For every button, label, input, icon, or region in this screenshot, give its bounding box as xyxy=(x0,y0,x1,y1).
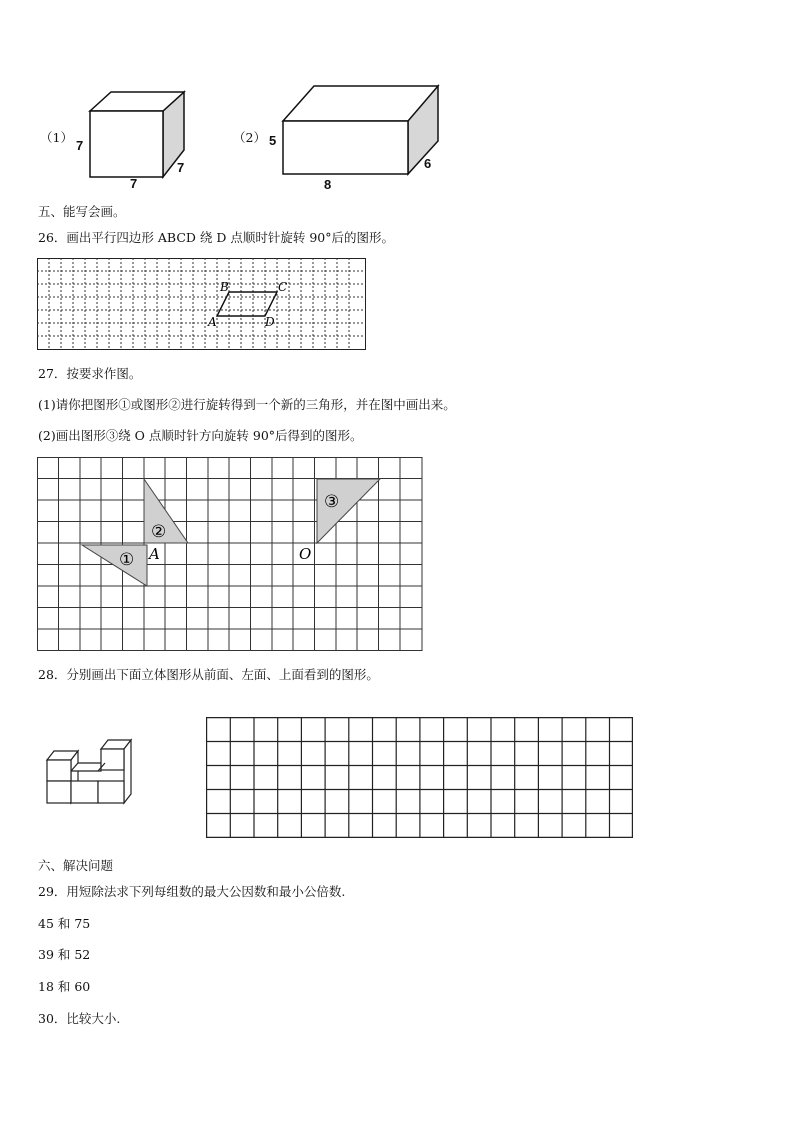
point-a-label: A xyxy=(149,545,160,563)
cube-stack-figure xyxy=(45,738,135,808)
triangle-1 xyxy=(82,545,147,586)
question-26-text: 26．画出平行四边形 ABCD 绕 D 点顺时针旋转 90°后的图形。 xyxy=(38,230,394,245)
question-28-text: 28．分别画出下面立体图形从前面、左面、上面看到的图形。 xyxy=(38,667,379,682)
shape-3-label: ③ xyxy=(324,492,340,512)
q28-square-grid xyxy=(206,717,634,838)
section-5-title: 五、能写会画。 xyxy=(38,204,126,219)
shape-1-label: ① xyxy=(119,550,135,570)
point-o-label: O xyxy=(299,545,312,563)
box-2-height: 5 xyxy=(269,133,277,148)
vertex-c-label: C xyxy=(278,280,288,294)
box-2-drawing xyxy=(0,0,794,200)
box-1-length: 7 xyxy=(130,176,138,191)
q26-dot-grid xyxy=(37,258,367,350)
q29-pair-2: 39 和 52 xyxy=(38,947,91,962)
vertex-a-label: A xyxy=(208,315,217,329)
q28-grid-lines xyxy=(206,717,633,838)
q27-square-grid xyxy=(37,457,423,651)
box-2-tag: （2） xyxy=(233,130,266,145)
box-1-height: 7 xyxy=(76,138,84,153)
box-1-depth: 7 xyxy=(177,160,185,175)
vertex-d-label: D xyxy=(265,315,275,329)
box-2-depth: 6 xyxy=(424,156,432,171)
question-30-text: 30．比较大小. xyxy=(38,1011,121,1026)
q29-pair-3: 18 和 60 xyxy=(38,979,91,994)
box-1-tag: （1） xyxy=(40,130,73,145)
shape-2-label: ② xyxy=(151,522,167,542)
question-27-part-1: (1)请你把图形①或图形②进行旋转得到一个新的三角形，并在图中画出来。 xyxy=(38,397,456,412)
vertex-b-label: B xyxy=(220,280,229,294)
question-27-part-2: (2)画出图形③绕 O 点顺时针方向旋转 90°后得到的图形。 xyxy=(38,428,363,443)
section-6-title: 六、解决问题 xyxy=(38,858,114,873)
question-29-text: 29．用短除法求下列每组数的最大公因数和最小公倍数. xyxy=(38,884,346,899)
question-27-title: 27．按要求作图。 xyxy=(38,366,142,381)
box-2-length: 8 xyxy=(324,177,332,192)
q29-pair-1: 45 和 75 xyxy=(38,916,91,931)
